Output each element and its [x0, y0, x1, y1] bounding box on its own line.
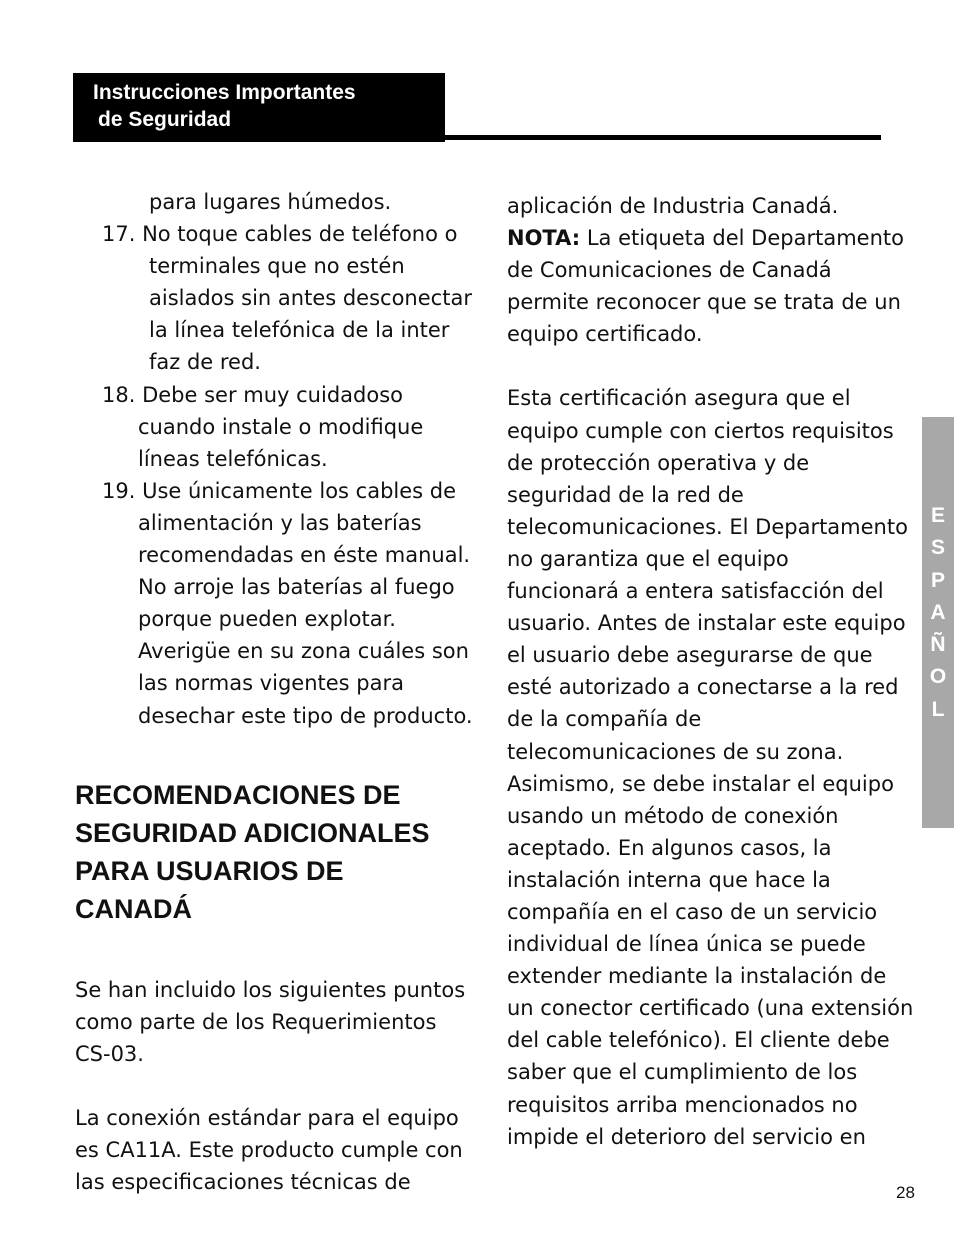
note-first-line [507, 222, 904, 254]
note-first-text: La etiqueta del Departamento [580, 226, 904, 251]
paragraph-gap [75, 1070, 450, 1102]
paragraph-line: seguridad de la red de [507, 482, 744, 507]
tab-letter: Ñ [930, 633, 946, 657]
note-paragraph [507, 254, 901, 350]
list-line: las normas vigentes para [138, 671, 404, 696]
paragraph-line: el usuario debe asegurarse de que [507, 643, 873, 668]
list-line: faz de red. [149, 350, 261, 375]
requirements-paragraph [75, 974, 466, 1070]
heading-line: SEGURIDAD ADICIONALES [75, 817, 430, 848]
list-line: líneas telefónicas. [138, 446, 328, 471]
paragraph-line: equipo cumple con ciertos requisitos [507, 418, 894, 443]
paragraph-line: extender mediante la instalación de [507, 964, 887, 989]
tab-letter: O [929, 665, 947, 689]
intro-line: aplicación de Industria Canadá. [507, 194, 839, 218]
paragraph-line: La conexión estándar para el equipo [75, 1105, 459, 1130]
list-line: cuando instale o modifique [138, 414, 424, 439]
paragraph-line: individual de línea única se puede [507, 932, 866, 957]
paragraph-gap [507, 350, 887, 382]
paragraph-line: usuario. Antes de instalar este equipo [507, 611, 906, 636]
list-line: 18. Debe ser muy cuidadoso [102, 382, 403, 407]
section-title-line1: Instrucciones Importantes [93, 81, 356, 104]
note-label: NOTA: [507, 226, 581, 251]
paragraph-line: esté autorizado a conectarse a la red [507, 675, 899, 700]
paragraph-line: telecomunicaciones de su zona. [507, 739, 844, 764]
paragraph-line: permite reconocer que se trata de un [507, 290, 901, 315]
paragraph-line: funcionará a entera satisfacción del [507, 579, 884, 604]
list-line: la línea telefónica de la inter [149, 318, 450, 343]
paragraph-line: CS-03. [75, 1041, 144, 1066]
heading-line: CANADÁ [75, 893, 192, 924]
paragraph-line: requisitos arriba mencionados no [507, 1092, 858, 1117]
list-line: Averigüe en su zona cuáles son [138, 639, 469, 664]
paragraph-line: un conector certificado (una extensión [507, 996, 914, 1021]
list-line: 19. Use únicamente los cables de [102, 478, 457, 503]
list-line: alimentación y las baterías [138, 510, 422, 535]
paragraph-line: usando un método de conexión [507, 803, 839, 828]
section-header [73, 73, 445, 142]
paragraph-line: Se han incluido los siguientes puntos [75, 977, 466, 1002]
list-line: aislados sin antes desconectar [149, 286, 472, 311]
paragraph-line: Esta certificación asegura que el [507, 386, 851, 411]
paragraph-line: aceptado. En algunos casos, la [507, 835, 832, 860]
connection-paragraph [75, 1102, 463, 1198]
right-column [507, 190, 914, 1153]
list-line: para lugares húmedos. [149, 190, 392, 214]
section-title-line2: de Seguridad [98, 108, 232, 131]
list-line: recomendadas en éste manual. [138, 543, 471, 568]
list-line: porque pueden explotar. [138, 607, 396, 632]
page-number: 28 [896, 1183, 915, 1202]
paragraph-line: no garantiza que el equipo [507, 546, 789, 571]
paragraph-line: saber que el cumplimiento de los [507, 1060, 858, 1085]
paragraph-line: como parte de los Requerimientos [75, 1009, 437, 1034]
tab-letter: A [930, 600, 946, 624]
paragraph-line: Asimismo, se debe instalar el equipo [507, 771, 894, 796]
paragraph-line: impide el deterioro del servicio en [507, 1124, 866, 1149]
safety-list [75, 186, 473, 732]
list-line: desechar este tipo de producto. [138, 703, 473, 728]
paragraph-line: instalación interna que hace la [507, 867, 831, 892]
heading-line: PARA USUARIOS DE [75, 855, 344, 886]
header-rule [445, 135, 881, 140]
paragraph-line: compañía en el caso de un servicio [507, 899, 878, 924]
list-line: terminales que no estén [149, 254, 405, 279]
paragraph-line: es CA11A. Este producto cumple con [75, 1137, 463, 1162]
paragraph-line: de la compañía de [507, 707, 702, 732]
paragraph-line: telecomunicaciones. El Departamento [507, 514, 908, 539]
paragraph-line: de Comunicaciones de Canadá [507, 258, 832, 283]
list-line: No arroje las baterías al fuego [138, 575, 455, 600]
tab-letter: S [930, 536, 945, 560]
paragraph-line: las especificaciones técnicas de [75, 1170, 411, 1195]
tab-letter: E [930, 504, 945, 527]
canada-heading [75, 776, 450, 928]
left-column [75, 186, 473, 1198]
list-line: 17. No toque cables de teléfono o [102, 222, 458, 247]
heading-line: RECOMENDACIONES DE [75, 779, 401, 810]
paragraph-line: de protección operativa y de [507, 450, 810, 475]
language-tab [922, 417, 954, 828]
certification-paragraph [507, 382, 914, 1152]
paragraph-line: del cable telefónico). El cliente debe [507, 1028, 890, 1053]
tab-letter: L [931, 697, 945, 721]
paragraph-line: equipo certificado. [507, 322, 703, 347]
tab-letter: P [930, 568, 945, 592]
